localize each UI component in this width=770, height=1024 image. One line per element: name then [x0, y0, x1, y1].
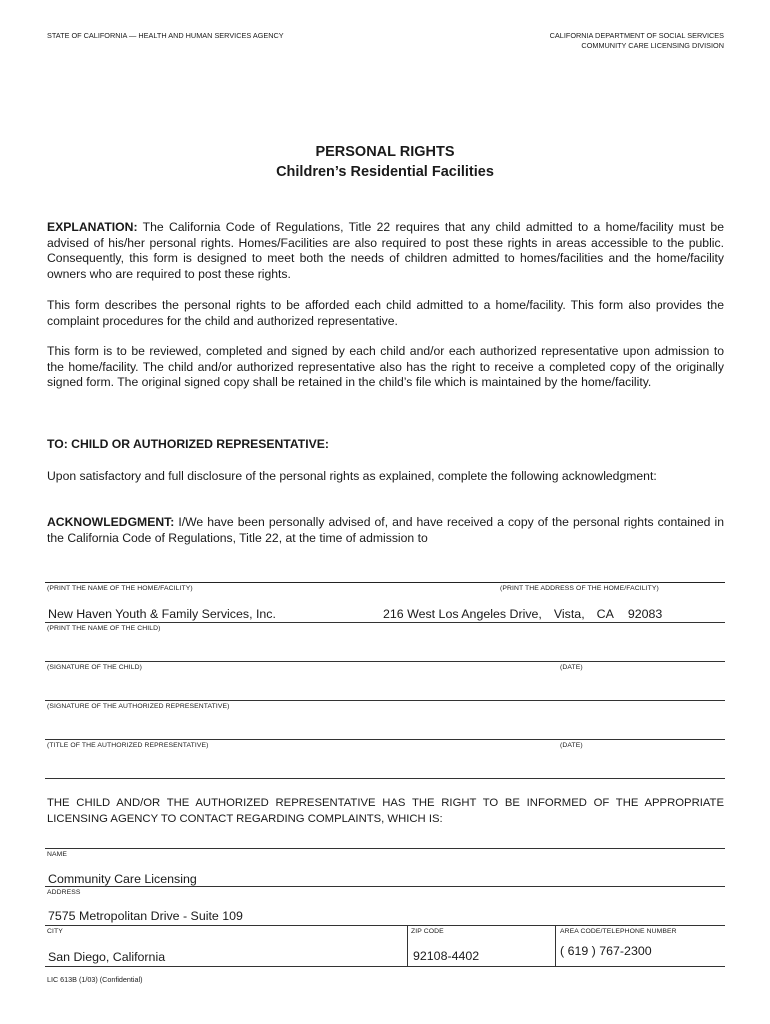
- agency-phone-label: AREA CODE/TELEPHONE NUMBER: [560, 928, 677, 935]
- facility-city: Vista,: [553, 607, 585, 621]
- explanation-label: EXPLANATION:: [47, 220, 138, 234]
- facility-zip: 92083: [627, 607, 663, 621]
- review-instructions-paragraph: This form is to be reviewed, completed and signed by each child and/or each authorized representative upon admission to the home/facility. The child and/or authorized representative also has the right to receive a completed copy of the originally signed form. The original signed copy shall be retained in the child’s file which is maintained by the home/facility.: [47, 344, 724, 390]
- agency-address-field[interactable]: 7575 Metropolitan Drive - Suite 109: [48, 909, 243, 923]
- form-subtitle: Children’s Residential Facilities: [276, 164, 494, 180]
- agency-city-label: CITY: [47, 928, 63, 935]
- child-date-field[interactable]: [558, 673, 725, 699]
- agency-address-label: ADDRESS: [47, 889, 81, 896]
- agency-zip-field[interactable]: 92108-4402: [413, 949, 480, 963]
- acknowledgment-label: ACKNOWLEDGMENT:: [47, 515, 175, 529]
- disclosure-text: Upon satisfactory and full disclosure of the personal rights as explained, complete the following acknowledgment:: [47, 469, 657, 483]
- rep-signature-label: (SIGNATURE OF THE AUTHORIZED REPRESENTATIVE): [47, 703, 230, 710]
- agency-name-field[interactable]: Community Care Licensing: [48, 872, 197, 886]
- agency-zip-label: ZIP CODE: [411, 928, 444, 935]
- explanation-paragraph: [47, 220, 724, 282]
- agency-city-rule: [45, 925, 725, 926]
- agency-city-field[interactable]: San Diego, California: [48, 950, 166, 964]
- facility-top-rule: [45, 582, 725, 583]
- facility-address-field[interactable]: [383, 607, 662, 621]
- rep-title-label: (TITLE OF THE AUTHORIZED REPRESENTATIVE): [47, 742, 209, 749]
- agency-header-left: STATE OF CALIFORNIA — HEALTH AND HUMAN SERVICES AGENCY: [47, 31, 284, 40]
- agency-bottom-rule: [45, 966, 725, 967]
- division-line: COMMUNITY CARE LICENSING DIVISION: [581, 41, 724, 50]
- to-heading: TO: CHILD OR AUTHORIZED REPRESENTATIVE:: [47, 437, 329, 451]
- child-date-label: (DATE): [560, 664, 583, 671]
- facility-name-label: (PRINT THE NAME OF THE HOME/FACILITY): [47, 585, 193, 592]
- child-signature-field[interactable]: [45, 673, 545, 699]
- phone-column-divider: [555, 925, 556, 967]
- rep-date-label: (DATE): [560, 742, 583, 749]
- complaint-notice: THE CHILD AND/OR THE AUTHORIZED REPRESENTATIVE HAS THE RIGHT TO BE INFORMED OF THE APPROPRIATE LICENSING AGENCY TO CONTACT REGARDING COMPLAINTS, WHICH IS:: [47, 797, 724, 825]
- child-name-rule: [45, 622, 725, 623]
- child-name-field[interactable]: [45, 634, 725, 660]
- rep-date-field[interactable]: [558, 751, 725, 777]
- rep-title-field[interactable]: [45, 751, 545, 777]
- facility-state: CA: [596, 607, 614, 621]
- agency-name-label: NAME: [47, 851, 68, 858]
- child-name-label: (PRINT THE NAME OF THE CHILD): [47, 625, 161, 632]
- rep-signature-field[interactable]: [45, 712, 725, 738]
- section-divider: [45, 778, 725, 779]
- agency-address-rule: [45, 886, 725, 887]
- child-signature-rule: [45, 661, 725, 662]
- agency-phone-field[interactable]: ( 619 ) 767-2300: [560, 944, 652, 958]
- rep-title-rule: [45, 739, 725, 740]
- agency-name-rule: [45, 848, 725, 849]
- explanation-text: The California Code of Regulations, Title 22 requires that any child admitted to a home/facility must be advised of his/her personal rights. Homes/Facilities are also required to post these rights in areas accessible to the public. Consequently, this form is designed to meet both the needs of children admitted to homes/facilities and the home/facility owners who are required to post these rights.: [47, 220, 724, 281]
- department-header: [550, 31, 724, 51]
- department-line: CALIFORNIA DEPARTMENT OF SOCIAL SERVICES: [549, 31, 724, 40]
- form-title: PERSONAL RIGHTS: [315, 144, 455, 160]
- child-signature-label: (SIGNATURE OF THE CHILD): [47, 664, 143, 671]
- form-description-paragraph: This form describes the personal rights to be afforded each child admitted to a home/facility. This form also provides the complaint procedures for the child and authorized representative.: [47, 298, 724, 328]
- zip-column-divider: [407, 925, 408, 967]
- form-number: LIC 613B (1/03) (Confidential): [47, 975, 143, 984]
- facility-name-field[interactable]: New Haven Youth & Family Services, Inc.: [48, 607, 276, 621]
- facility-address-label: (PRINT THE ADDRESS OF THE HOME/FACILITY): [500, 585, 659, 592]
- facility-street: 216 West Los Angeles Drive,: [383, 607, 542, 621]
- rep-signature-rule: [45, 700, 725, 701]
- acknowledgment-text: I/We have been personally advised of, and have received a copy of the personal rights contained in the California Code of Regulations, Title 22, at the time of admission to: [47, 515, 725, 545]
- acknowledgment-paragraph: [47, 515, 724, 546]
